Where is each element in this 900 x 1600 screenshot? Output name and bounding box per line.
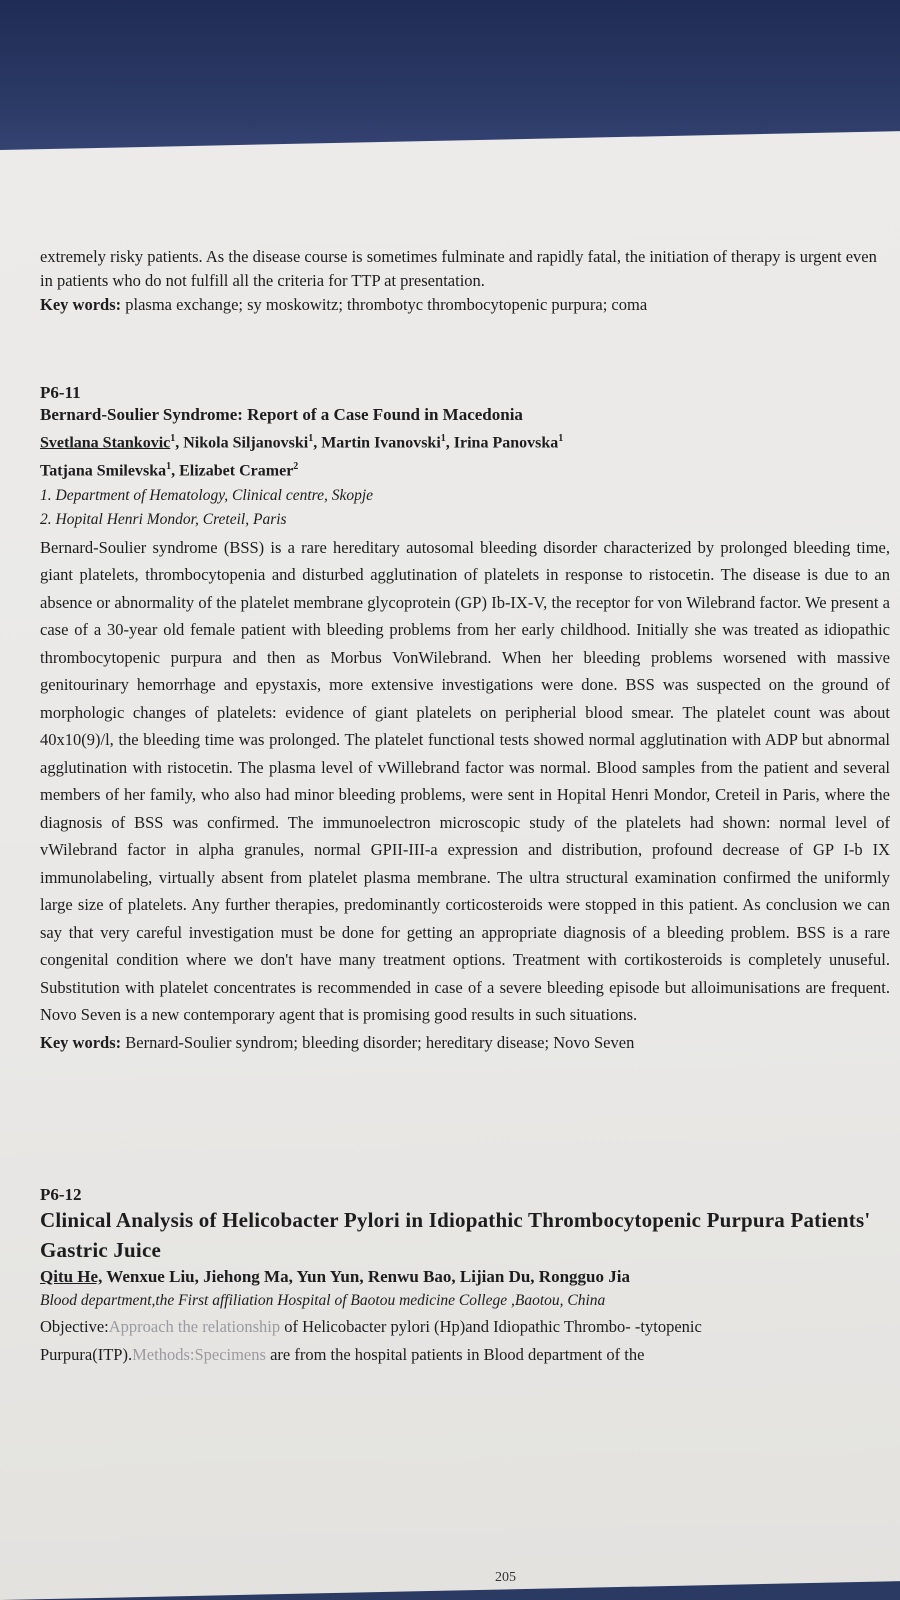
abstract-keywords xyxy=(40,1031,890,1055)
affiliation-1: 1. Department of Hematology, Clinical centre, Skopje xyxy=(40,486,374,504)
author-sup: 1 xyxy=(558,433,564,444)
author-name: Nikola Siljanovski xyxy=(183,434,309,452)
author-sup: 1 xyxy=(170,433,176,444)
abstract-title: Bernard-Soulier Syndrome: Report of a Case Found in Macedonia xyxy=(40,405,523,424)
author-name: Martin Ivanovski xyxy=(321,434,441,452)
abstract-p6-11 xyxy=(40,383,890,1055)
objective-faded: Approach the relationship xyxy=(108,1316,281,1336)
author-name: Tatjana Smilevska xyxy=(40,462,167,480)
author-sup: 2 xyxy=(293,461,299,473)
document-body xyxy=(40,245,890,1369)
keywords-text: Bernard-Soulier syndrom; bleeding disorder; hereditary disease; Novo Seven xyxy=(121,1032,635,1052)
author-list xyxy=(40,1265,890,1289)
author-sup: 1 xyxy=(166,461,172,473)
author-list: Svetlana Stankovic$^1$, Nikola Siljanovski$^1$, Martin Ivanovski$^1$, Irina Panovska$^1$ Tatjana Smilevska$^1$, Elizabet Cramer$^2$ xyxy=(40,433,564,480)
objective-body: of Helicobacter pylori (Hp)and Idiopathic Thrombo- -tytopenic Purpura(ITP). xyxy=(40,1316,702,1364)
abstract-code: P6-11 xyxy=(40,383,81,402)
intro-keywords xyxy=(40,293,890,317)
abstract-title: Clinical Analysis of Helicobacter Pylori in Idiopathic Thrombocytopenic Purpura Patients' Gastric Juice xyxy=(40,1207,871,1262)
author-names-rest: Wenxue Liu, Jiehong Ma, Yun Yun, Renwu Bao, Lijian Du, Rongguo Jia xyxy=(102,1266,630,1286)
abstract-code: P6-12 xyxy=(40,1184,82,1204)
author-name: Svetlana Stankovic xyxy=(40,434,171,452)
author-name: Irina Panovska xyxy=(453,434,559,452)
page-number: 205 xyxy=(495,1570,516,1585)
keywords-text: plasma exchange; sy moskowitz; thrombotyc thrombocytopenic purpura; coma xyxy=(121,295,648,314)
author-name: Elizabet Cramer xyxy=(179,462,294,480)
methods-faded: Methods:Specimens xyxy=(132,1344,266,1364)
abstract-p6-12 xyxy=(40,1185,890,1369)
author-sup: 1 xyxy=(308,433,314,444)
keywords-label: Key words: xyxy=(40,1032,122,1052)
author-name: Qitu He, xyxy=(40,1266,103,1286)
affiliation-2: 2. Hopital Henri Mondor, Creteil, Paris xyxy=(40,510,287,528)
abstract-body: Bernard-Soulier syndrome (BSS) is a rare hereditary autosomal bleeding disorder characterized by prolonged bleeding time, giant platelets, thrombocytopenia and disturbed agglutination of platelets in response to ristocetin. The disease is due to an absence or abnormality of the platelet membrane glycoprotein (GP) Ib-IX-V, the receptor for von Wilebrand factor. We present a case of a 30-year old female patient with bleeding problems from her early childhood. Initially she was treated as idiopathic thrombocytopenic purpura and then as Morbus VonWilebrand. When her bleeding problems worsened with massive genitourinary hemorrhage and epystaxis, more extensive investigations were done. BSS was suspected on the ground of morphologic changes of platelets: evidence of giant platelets on peripherial blood smear. The platelet count was about 40x10(9)/l, the bleeding time was prolonged. The platelet functional tests showed normal agglutination with ADP but abnormal agglutination with ristocetin. The plasma level of vWillebrand factor was normal. Blood samples from the patient and several members of her family, who also had minor bleeding problems, were sent in Hopital Henri Mondor, Creteil in Paris, where the diagnosis of BSS was confirmed. The immunoelectron microscopic study of the platelets had shown: normal level of vWilebrand factor in alpha granules, normal GPII-III-a expression and distribution, profound decrease of GP I-b IX immunolabeling, virtually absent from platelet plasma membrane. The ultra structural examination confirmed the uniformly large size of platelets. Any further therapies, predominantly corticosteroids were stopped in this patient. As conclusion we can say that very careful investigation must be done for getting an appropriate diagnosis of a bleeding problem. BSS is a rare congenital condition where we don't have many treatment options. Treatment with cortikosteroids is completely unuseful. Substitution with platelet concentrates is recommended in case of a severe bleeding episode but alloimunisations are frequent. Novo Seven is a new contemporary agent that is promising good results in such situations. xyxy=(40,537,890,1025)
keywords-label: Key words: xyxy=(40,295,122,314)
affiliation: Blood department,the First affiliation Hospital of Baotou medicine College ,Baotou, China xyxy=(40,1291,606,1309)
methods-body: are from the hospital patients in Blood department of the xyxy=(265,1344,645,1364)
intro-text: extremely risky patients. As the disease course is sometimes fulminate and rapidly fatal, the initiation of therapy is urgent even in patients who do not fulfill all the criteria for TTP at presentation. xyxy=(40,247,877,290)
author-sup: 1 xyxy=(440,433,446,444)
objective-text xyxy=(40,1313,890,1369)
objective-label: Objective: xyxy=(40,1316,109,1336)
